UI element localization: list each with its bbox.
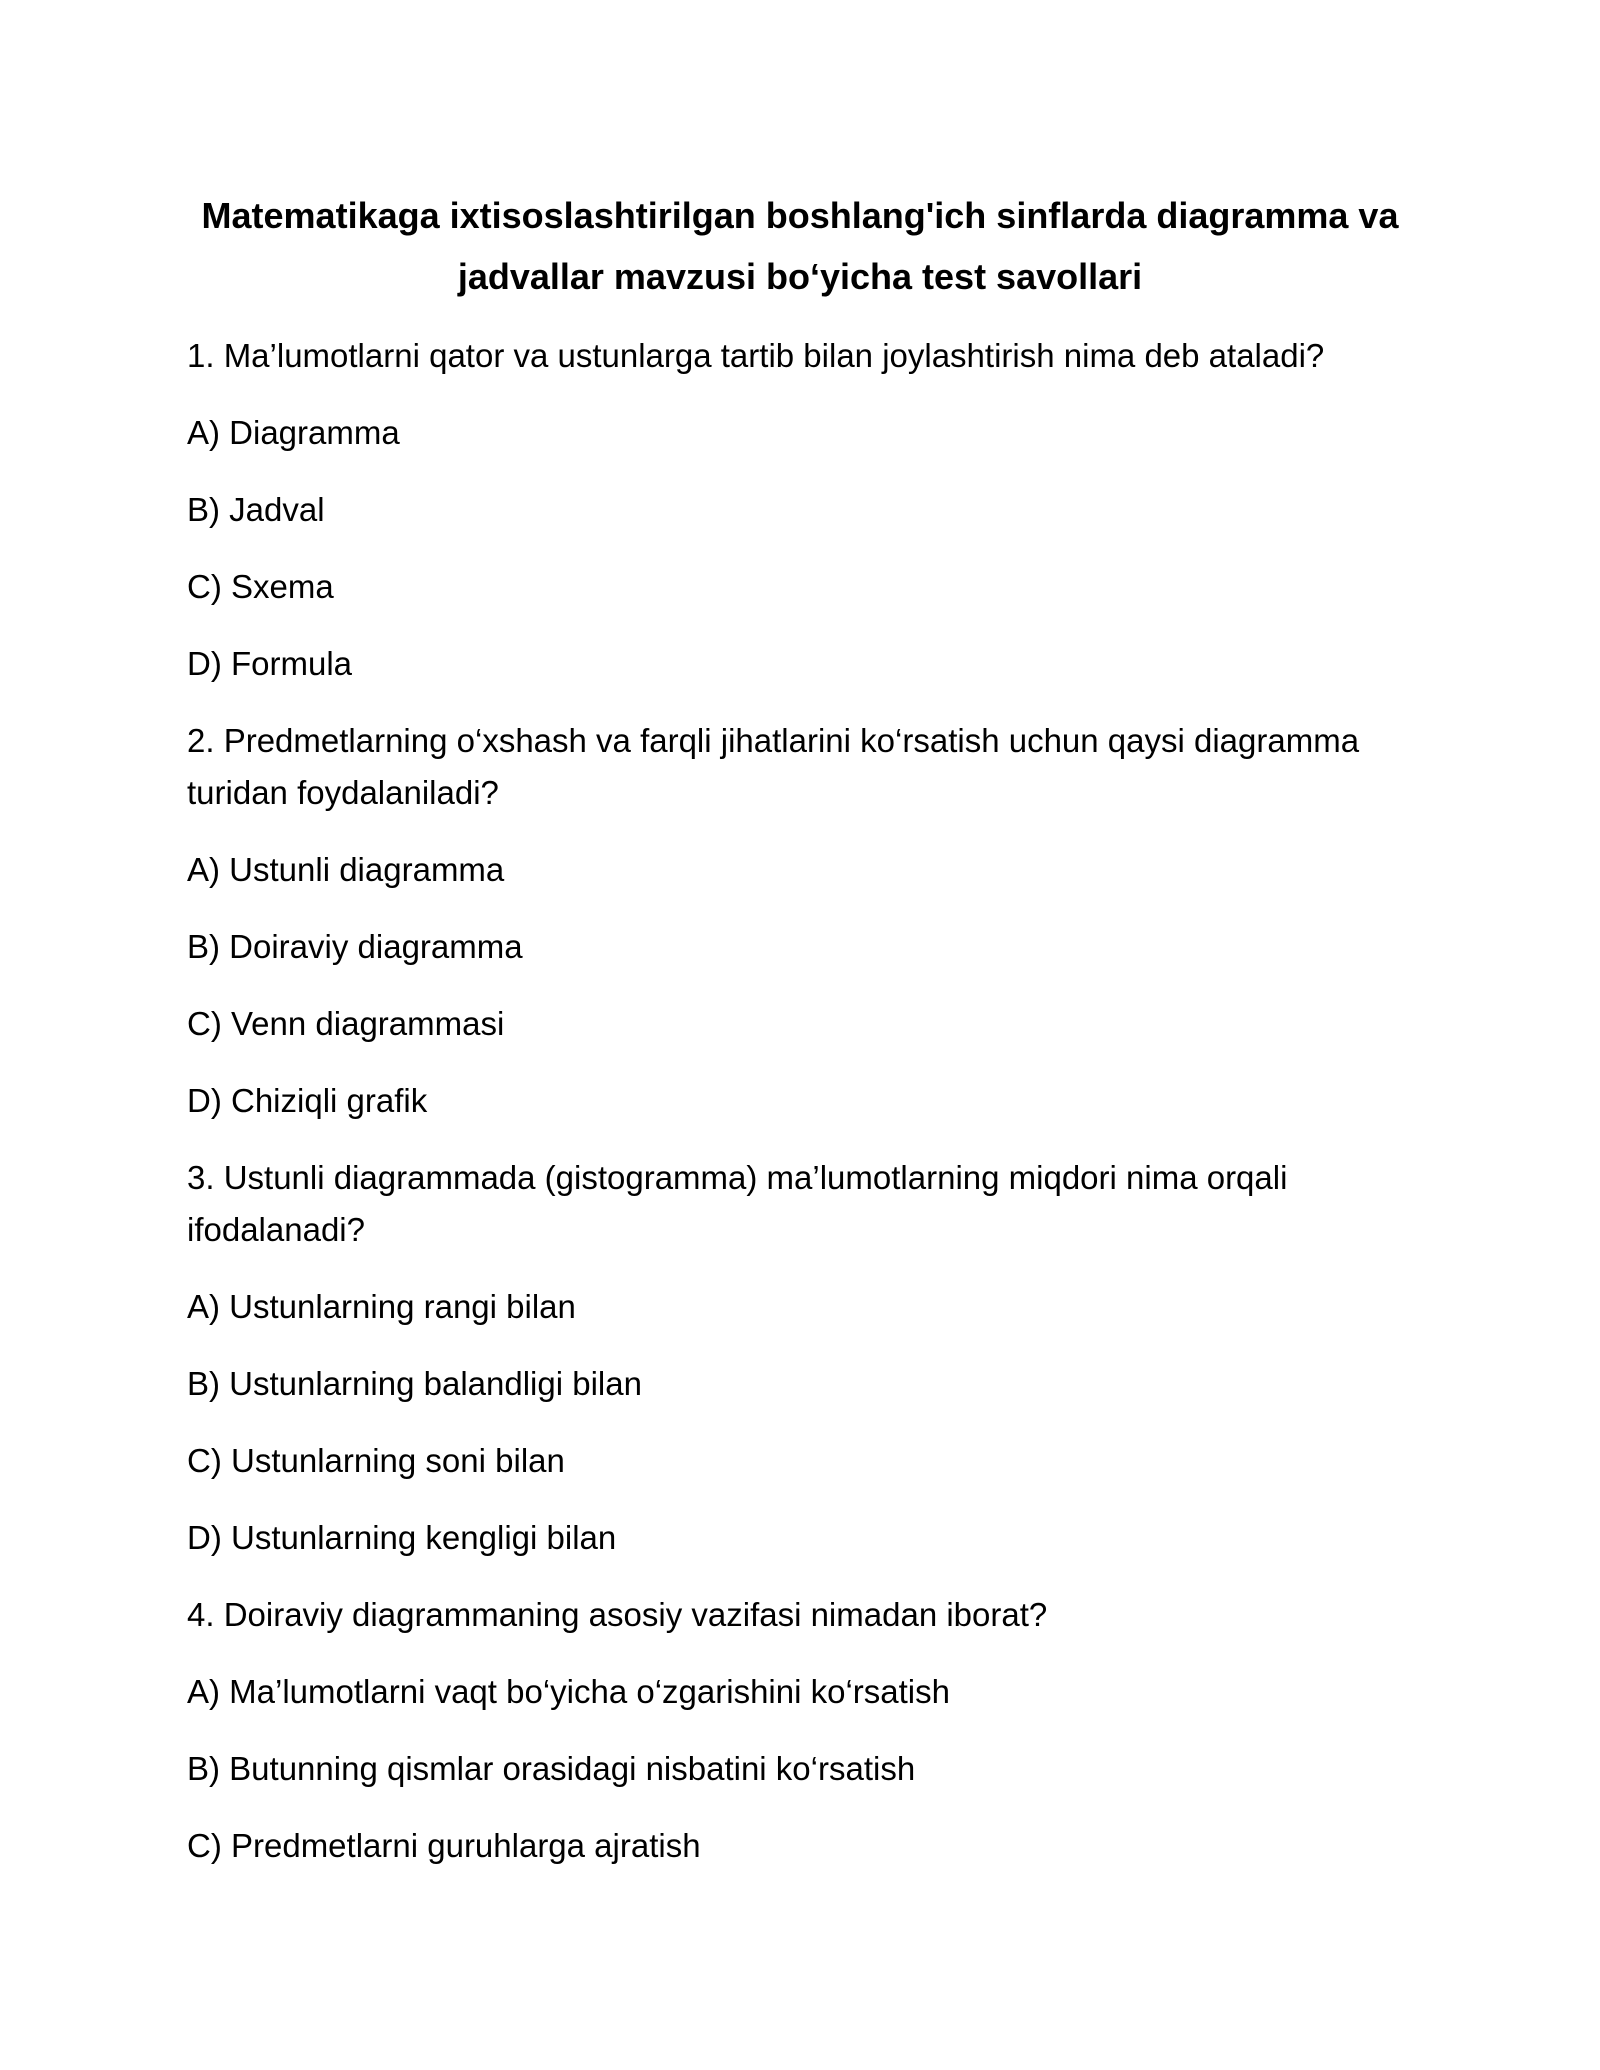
title-line-2: jadvallar mavzusi bo‘yicha test savollari [457,256,1143,297]
title-line-1: Matematikaga ixtisoslashtirilgan boshlang'ich sinflarda diagramma va [201,195,1399,236]
question-2-option-c: C) Venn diagrammasi [187,1005,505,1042]
document-title [180,185,1420,307]
question-4-option-c: C) Predmetlarni guruhlarga ajratish [187,1827,701,1864]
question-3-option-b: B) Ustunlarning balandligi bilan [187,1365,642,1402]
question-1-option-c: C) Sxema [187,568,334,605]
question-3-option-c: C) Ustunlarning soni bilan [187,1442,565,1479]
question-2-option-b: B) Doiraviy diagramma [187,928,523,965]
question-4-option-b: B) Butunning qismlar orasidagi nisbatini ko‘rsatish [187,1750,916,1787]
question-1-option-d: D) Formula [187,645,353,682]
question-4-text: 4. Doiraviy diagrammaning asosiy vazifasi nimadan iborat? [187,1596,1048,1633]
question-2-option-d: D) Chiziqli grafik [187,1082,428,1119]
questions-list [187,330,1417,1897]
question-1-text: 1. Ma’lumotlarni qator va ustunlarga tartib bilan joylashtirish nima deb ataladi? [187,337,1325,374]
question-3-option-d: D) Ustunlarning kengligi bilan [187,1519,617,1556]
question-1-option-b: B) Jadval [187,491,325,528]
question-1-option-a: A) Diagramma [187,414,400,451]
question-2-text-line-1: 2. Predmetlarning o‘xshash va farqli jihatlarini ko‘rsatish uchun qaysi diagramma [187,722,1360,759]
question-4-option-a: A) Ma’lumotlarni vaqt bo‘yicha o‘zgarishini ko‘rsatish [187,1673,950,1710]
question-2-option-a: A) Ustunli diagramma [187,851,505,888]
question-3-text-line-1: 3. Ustunli diagrammada (gistogramma) ma’lumotlarning miqdori nima orqali [187,1159,1288,1196]
question-3-text-line-2: ifodalanadi? [187,1211,365,1248]
question-2-text [187,715,1417,819]
question-3-text [187,1152,1417,1256]
question-2-text-line-2: turidan foydalaniladi? [187,774,499,811]
question-3-option-a: A) Ustunlarning rangi bilan [187,1288,576,1325]
